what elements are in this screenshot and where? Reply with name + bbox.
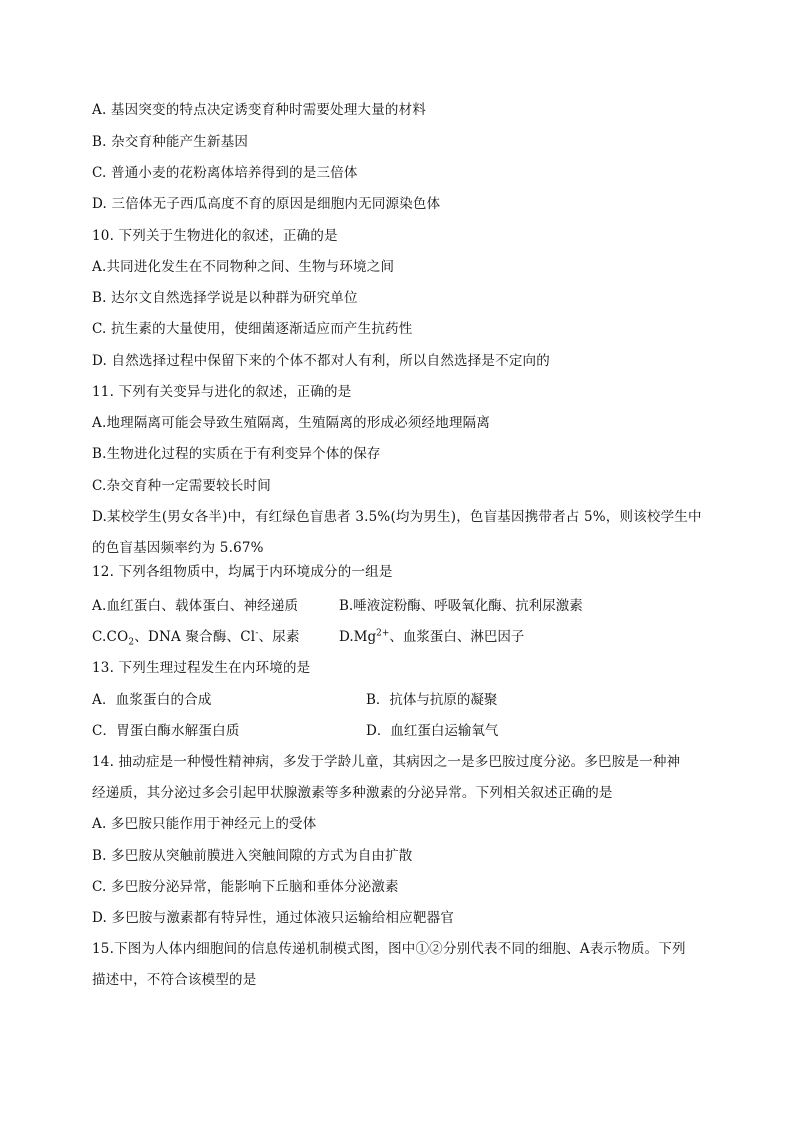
q9-option-b: B. 杂交育种能产生新基因 xyxy=(92,134,249,150)
q13-stem: 13. 下列生理过程发生在内环境的是 xyxy=(92,660,311,676)
q12-option-d xyxy=(339,628,524,646)
q14-option-c: C. 多巴胺分泌异常，能影响下丘脑和垂体分泌激素 xyxy=(92,879,399,895)
q14-stem-line1: 14. 抽动症是一种慢性精神病，多发于学龄儿童，其病因之一是多巴胺过度分泌。多巴胺是一种神 xyxy=(92,754,681,770)
q12-option-c-superscript: - xyxy=(255,628,259,639)
q11-stem: 11. 下列有关变异与进化的叙述，正确的是 xyxy=(92,384,352,400)
q14-option-b: B. 多巴胺从突触前膜进入突触间隙的方式为自由扩散 xyxy=(92,848,413,864)
q12-stem: 12. 下列各组物质中，均属于内环境成分的一组是 xyxy=(92,564,393,580)
q12-option-c-prefix: C.CO xyxy=(92,629,129,645)
q9-option-a: A. 基因突变的特点决定诱变育种时需要处理大量的材料 xyxy=(92,102,427,118)
q12-option-d-prefix: D.Mg xyxy=(339,629,377,645)
q10-option-a: A.共同进化发生在不同物种之间、生物与环境之间 xyxy=(92,259,395,275)
q12-option-b: B.唾液淀粉酶、呼吸氧化酶、抗利尿激素 xyxy=(339,598,583,614)
q11-option-d-line1: D.某校学生(男女各半)中，有红绿色盲患者 3.5%(均为男生)，色盲基因携带者占 5%，则该校学生中 xyxy=(92,509,702,525)
q10-option-b: B. 达尔文自然选择学说是以种群为研究单位 xyxy=(92,290,358,306)
q15-stem-line1: 15.下图为人体内细胞间的信息传递机制模式图，图中①②分别代表不同的细胞、A表示物质。下列 xyxy=(92,941,686,957)
q11-option-c: C.杂交育种一定需要较长时间 xyxy=(92,478,271,494)
q12-option-c-mid: 、DNA 聚合酶、Cl xyxy=(134,629,256,645)
q13-option-d: D．血红蛋白运输氧气 xyxy=(366,723,499,739)
q13-option-c: C．胃蛋白酶水解蛋白质 xyxy=(92,723,240,739)
q9-option-c: C. 普通小麦的花粉离体培养得到的是三倍体 xyxy=(92,165,358,181)
q10-option-d: D. 自然选择过程中保留下来的个体不都对人有利，所以自然选择是不定向的 xyxy=(92,353,550,369)
q12-option-c xyxy=(92,628,300,646)
q9-option-d: D. 三倍体无子西瓜高度不育的原因是细胞内无同源染色体 xyxy=(92,196,441,212)
q12-option-c-subscript: 2 xyxy=(128,637,135,648)
q15-stem-line2: 描述中，不符合该模型的是 xyxy=(92,972,257,988)
q11-option-b: B.生物进化过程的实质在于有利变异个体的保存 xyxy=(92,446,381,462)
q13-option-b: B．抗体与抗原的凝聚 xyxy=(366,692,498,708)
q10-option-c: C. 抗生素的大量使用，使细菌逐渐适应而产生抗药性 xyxy=(92,321,413,337)
q11-option-a: A.地理隔离可能会导致生殖隔离，生殖隔离的形成必须经地理隔离 xyxy=(92,415,491,431)
q13-option-a: A．血浆蛋白的合成 xyxy=(92,692,212,708)
q12-option-d-suffix: 、血浆蛋白、淋巴因子 xyxy=(389,629,525,645)
q14-option-d: D. 多巴胺与激素都有特异性，通过体液只运输给相应靶器官 xyxy=(92,910,455,926)
q11-option-d-line2: 的色盲基因频率约为 5.67% xyxy=(92,540,264,556)
q14-option-a: A. 多巴胺只能作用于神经元上的受体 xyxy=(92,816,317,832)
q12-option-c-suffix: 、尿素 xyxy=(258,629,300,645)
q12-option-d-superscript: 2+ xyxy=(376,628,390,639)
q10-stem: 10. 下列关于生物进化的叙述，正确的是 xyxy=(92,228,338,244)
q12-option-a: A.血红蛋白、载体蛋白、神经递质 xyxy=(92,598,299,614)
q14-stem-line2: 经递质，其分泌过多会引起甲状腺激素等多种激素的分泌异常。下列相关叙述正确的是 xyxy=(92,785,613,801)
